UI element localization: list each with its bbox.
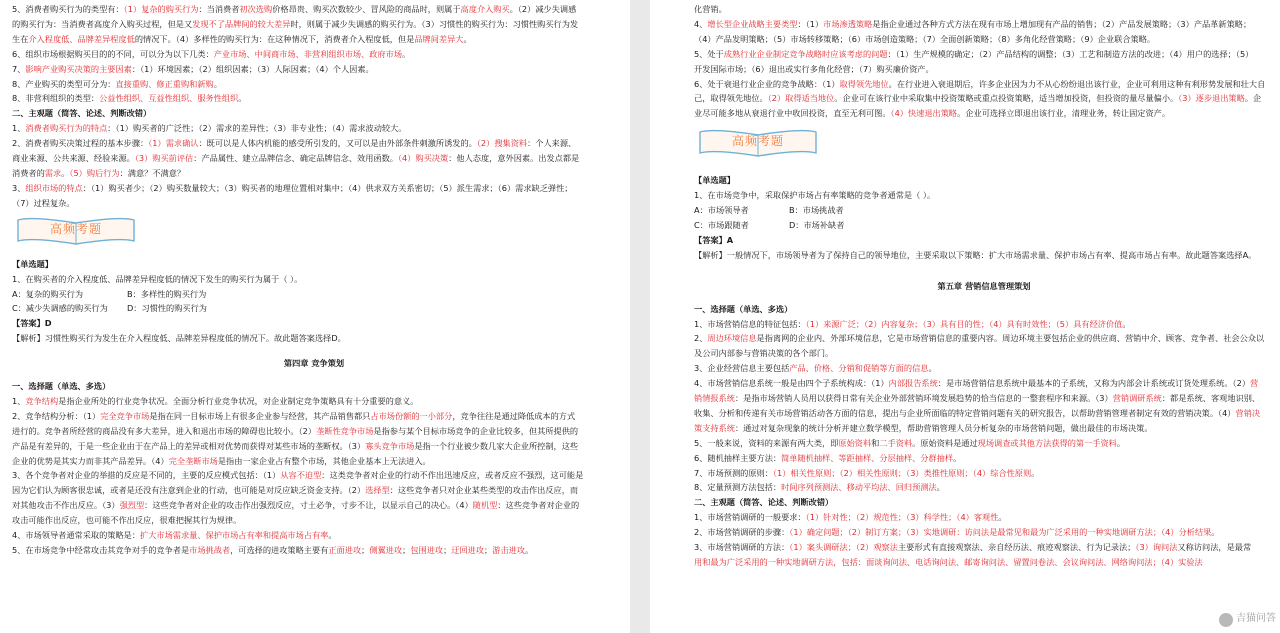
highlighted-term: 垄断性竞争市场 xyxy=(316,425,374,436)
text-run: （4）产品发明策略；（5）市场转移策略；（6）市场创造策略；（7）全面创新策略；（8）多角化经营策略；（9）企业联合策略。 xyxy=(694,33,1156,44)
paragraph-line xyxy=(694,436,1274,451)
text-run: 是指企业所处的行业竞争状况。全面分析行业竞争状况，对企业制定竞争策略具有十分重要的意义。 xyxy=(58,395,419,406)
highlighted-term: 产品、价格、分销和促销等方面的信息 xyxy=(789,363,929,374)
text-run: （7）过程复杂。 xyxy=(12,197,75,208)
text-run: 企业的优势是其实力而非其产品差异。（4） xyxy=(12,455,169,466)
paragraph-line xyxy=(12,77,616,92)
highlighted-term: 公益性组织、互益性组织、服务性组织 xyxy=(99,93,239,104)
banner-label: 高频考题 xyxy=(49,221,102,236)
highlighted-term: 成熟行业企业制定竞争战略时应该考虑的问题 xyxy=(723,48,888,59)
text-run: 。 xyxy=(1031,467,1040,478)
paragraph-line xyxy=(694,62,1274,77)
watermark-text: 吉猫问答 xyxy=(1236,613,1276,625)
highlighted-term: 随机型 xyxy=(472,500,498,511)
text-run: 6、处于衰退行业企业的竞争战略：（1） xyxy=(694,78,840,89)
text-run: 4、市场领导者通常采取的策略是： xyxy=(12,530,141,541)
text-run: 。 xyxy=(402,48,411,59)
text-run: ：（1）购买者的广泛性；（2）需求的差异性；（3）非专业性；（4）需求波动较大。 xyxy=(107,123,407,134)
paragraph-line xyxy=(12,121,616,136)
text-run: 。 xyxy=(525,545,534,555)
analysis-text: 【解析】一般情况下，市场领导者为了保持自己的领导地位，主要采取以下策略：扩大市场需求量、保护市场占有率、提高市场占有率。故此题答案选择A。 xyxy=(694,249,1257,260)
paragraph-line xyxy=(12,543,616,558)
content-block-group xyxy=(694,2,1274,121)
paragraph-line xyxy=(12,196,616,211)
option-b: B：市场挑战者 xyxy=(789,205,844,216)
highlighted-term: 市场挑战者 xyxy=(189,545,231,555)
text-run: 攻击可能作出反应，也可能不作出反应，很难把握其行为规律。 xyxy=(12,515,242,526)
text-run: ：这些竞争者对企业的 xyxy=(497,500,580,511)
text-run: 己，取得领先地位。 xyxy=(694,93,768,104)
highlighted-term: 消费者购买行为的特点 xyxy=(25,123,108,134)
text-run: 1、 xyxy=(12,123,26,134)
text-run: 。 xyxy=(213,78,222,89)
text-run: 化营销。 xyxy=(694,4,727,14)
banner-label: 高频考题 xyxy=(731,134,784,149)
highlighted-term: （2）搜集资料 xyxy=(476,138,528,149)
text-run: 对其他攻击不作出反应。（3） xyxy=(12,500,120,511)
option-row xyxy=(694,218,1274,233)
high-frequency-banner xyxy=(694,129,822,159)
text-run: 8、产业购买的类型可分为： xyxy=(12,78,116,89)
text-run: 。 xyxy=(61,167,70,178)
paragraph-line xyxy=(12,439,616,454)
text-run: ：这些竞争者只对企业某些类型的攻击作出反应，而 xyxy=(389,485,579,496)
text-run: 5、在市场竞争中经常攻击其竞争对手的竞争者是 xyxy=(12,545,190,555)
text-run: 。 xyxy=(328,530,337,541)
highlighted-term: 占市场份额的一小部分 xyxy=(370,410,453,421)
text-run: 价格昂贵、购买次数较少、冒风险的商品时，则属于 xyxy=(272,4,461,14)
paragraph-line xyxy=(12,91,616,106)
text-run: ：个人来源、 xyxy=(527,138,577,149)
section-heading: 二、主观题（简答、论述、判断改错） xyxy=(12,108,152,119)
highlighted-term: 销情报系统 xyxy=(694,393,735,404)
text-run: ：当消费者 xyxy=(198,4,240,14)
paragraph-line xyxy=(694,17,1274,32)
content-block-group xyxy=(12,121,616,210)
high-frequency-banner xyxy=(12,217,140,247)
question-text: 1、在购买者的介入程度低、品牌差异程度低的情况下发生的购买行为属于（ ）。 xyxy=(12,273,303,284)
paragraph-line xyxy=(12,454,616,469)
highlighted-term: 周边环境信息 xyxy=(707,333,757,344)
highlighted-term: 从容不迫型 xyxy=(280,470,322,481)
text-run: 。原始资料是通过 xyxy=(912,437,978,448)
highlighted-term: 完全垄断市场 xyxy=(168,455,218,466)
text-run: ：是指市场营销人员用以获得日常有关企业外部营销环境发展趋势的恰当信息的一整套程序和来源。（3） xyxy=(734,393,1113,404)
option-c: C：市场跟随者 xyxy=(694,219,749,230)
text-run: 1、市场营销调研的一般要求： xyxy=(694,512,806,523)
text-run: 。 xyxy=(936,482,945,493)
content-block-group xyxy=(12,394,616,558)
text-run: 。 xyxy=(238,93,247,104)
text-run: 是指一个行业被少数几家大企业所控制，这些 xyxy=(414,440,579,451)
text-run: 是指由一家企业占有整个市场，其他企业基本上无法进入。 xyxy=(217,455,431,466)
paragraph-line xyxy=(12,394,616,409)
highlighted-term: 用和最为广泛采用的一种实地调研方法，包括：面谈询问法、电话询问法、邮寄询问法、留置问卷法、会议询问法、网络询问法；（4）实验法 xyxy=(694,557,1203,567)
text-run: 3、市场营销调研的方法： xyxy=(694,542,790,553)
text-run: 1、市场营销信息的特征包括： xyxy=(694,318,806,329)
highlighted-term: 介入程度低、品牌差异程度低 xyxy=(28,33,135,44)
paragraph-line xyxy=(694,421,1274,436)
highlighted-term: 迂回进攻 xyxy=(451,545,485,555)
highlighted-term: 侧翼进攻 xyxy=(369,545,403,555)
highlighted-term: 直接重购、修正重购和新购 xyxy=(115,78,214,89)
analysis-text: 【解析】习惯性购买行为发生在介入程度低、品牌差异程度低的情况下。故此题答案选择D。 xyxy=(12,333,346,344)
highlighted-term: 竞争结构 xyxy=(25,395,59,406)
paragraph-line xyxy=(694,77,1274,92)
option-row xyxy=(694,203,1274,218)
highlighted-term: 增长型企业战略主要类型 xyxy=(707,18,798,29)
paragraph-line xyxy=(694,47,1274,62)
highlighted-term: 完全竞争市场 xyxy=(100,410,150,421)
text-run: 。在行业进入衰退期后，许多企业因为力不从心纷纷退出该行业，企业可利用这种有利形势发展和壮大自 xyxy=(888,78,1266,89)
text-run: 和 xyxy=(871,437,880,448)
highlighted-term: （1）相关性原则；（2）相关性原则；（3）类推性原则；（4）综合性原则 xyxy=(772,467,1032,478)
text-run: ：（1）环境因素；（2）组织因素；（3）人际因素；（4）个人因素。 xyxy=(131,63,374,74)
highlighted-term: 市场渗透策略 xyxy=(823,18,873,29)
answer-text: 【答案】D xyxy=(12,318,52,329)
highlighted-term: 简单随机抽样、等距抽样、分层抽样、分群抽样 xyxy=(781,452,954,463)
text-run: 5、消费者购买行为的类型有： xyxy=(12,4,124,14)
highlighted-term: 品牌间差异大 xyxy=(414,33,464,44)
text-run: ； xyxy=(361,545,370,555)
text-run: 时，则属于减少失调感的购买行为。（3）习惯性的购买行为：习惯性购买行为发 xyxy=(290,18,579,29)
text-run: ：他人态度，意外因素。出发点都是 xyxy=(448,153,580,164)
text-run: 的购买行为：当消费者高度介入购买过程，但是又 xyxy=(12,18,193,29)
text-run: 的情况下。（4）多样性的购买行为：在这种情况下，消费者介入程度低，但是 xyxy=(134,33,415,44)
highlighted-term: 策支持系统 xyxy=(694,422,735,433)
text-run: 是指参与某个目标市场竞争的企业比较多，但其所提供的 xyxy=(373,425,579,436)
content-block-group xyxy=(694,317,1274,496)
question-type: 【单选题】 xyxy=(12,258,53,269)
text-run: 。 xyxy=(1211,527,1220,538)
highlighted-term: 营 xyxy=(1250,378,1259,389)
highlighted-term: （1）复杂的购买行为 xyxy=(123,4,199,14)
text-run: ：（1）购买者少；（2）购买数量较大；（3）购买者的地理位置相对集中；（4）供求双方关系密切；（5）派生需求；（6）需求缺乏弹性； xyxy=(82,182,573,193)
paragraph-line xyxy=(12,409,616,424)
text-run: ：（1）生产规模的确定；（2）产品结构的调整；（3）工艺和制造方法的改进；（4）用户的选择；（5） xyxy=(887,48,1254,59)
paragraph-line xyxy=(12,47,616,62)
chapter-title: 第四章 竞争策划 xyxy=(283,358,345,369)
highlighted-term: 扩大市场需求量、保护市场占有率和提高市场占有率 xyxy=(140,530,329,541)
paragraph-line xyxy=(694,540,1274,555)
highlighted-term: 取得领先地位 xyxy=(839,78,889,89)
text-run: 消费者的 xyxy=(12,167,45,178)
text-run: 。企业可选择立即退出该行业，清理业务，转让固定资产。 xyxy=(957,108,1171,119)
document-page-right xyxy=(650,0,1280,633)
text-run: 业尽可能多地从衰退行业中收回投资，直至无利可图。 xyxy=(694,108,891,119)
highlighted-term: （1）需求确认 xyxy=(148,138,199,149)
paragraph-line xyxy=(12,424,616,439)
text-run: ：既可以是人体内机能的感受所引发的，又可以是由外部条件刺激所诱发的。 xyxy=(198,138,477,149)
text-run: 。 xyxy=(1122,318,1131,329)
paragraph-line xyxy=(12,151,616,166)
section-heading: 二、主观题（简答、论述、判断改错） xyxy=(694,497,834,508)
paragraph-line xyxy=(694,510,1274,525)
highlighted-term: 初次选购 xyxy=(239,4,273,14)
paragraph-line xyxy=(694,2,1274,17)
text-run: 。企业可在该行业中采取集中投资策略或重点投资策略，适当增加投资，但投资的量尽量偏小。 xyxy=(834,93,1179,104)
highlighted-term: 选择型 xyxy=(365,485,390,496)
text-run: ：这些竞争者对企业的攻击作出强烈反应，寸土必争，寸步不让，以显示自己的决心。（4） xyxy=(144,500,473,511)
highlighted-term: （3）询问法 xyxy=(1135,542,1178,553)
text-run: 产品是有差异的，于是一些企业由于在产品上的差异或相对优势而获得对某些市场的垄断权。（3） xyxy=(12,440,366,451)
page-gutter xyxy=(630,0,650,633)
highlighted-term: 正面进攻 xyxy=(328,545,362,555)
highlighted-term: 内部报告系统 xyxy=(888,378,938,389)
text-run: 进行的。竞争者所经营的商品没有多大差异，进入和退出市场的障碍也比较小。（2） xyxy=(12,425,317,436)
content-block-group xyxy=(694,510,1274,570)
text-run: 5、处于 xyxy=(694,48,724,59)
highlighted-term: （5）购后行为 xyxy=(69,167,120,178)
text-run: 2、 xyxy=(694,333,708,344)
text-run: 。（2）减少失调感 xyxy=(509,4,577,14)
text-run: 因为它们认为顾客很忠诚，或者是还没有注意到企业的行动，也可能是对反应缺乏资金支持。（2） xyxy=(12,485,366,496)
highlighted-term: 包围进攻 xyxy=(410,545,444,555)
paragraph-line xyxy=(694,376,1274,391)
text-run: 生在 xyxy=(12,33,29,44)
text-run: 开发国际市场；（6）退出或实行多角化经营；（7）购买廉价资产。 xyxy=(694,63,934,74)
paragraph-line xyxy=(694,91,1274,106)
section-heading: 一、选择题（单选、多选） xyxy=(694,303,793,314)
text-run: 是指在同一目标市场上有很多企业参与经营，其产品销售都只 xyxy=(149,410,371,421)
text-run: 。 xyxy=(998,512,1007,523)
paragraph-line xyxy=(694,361,1274,376)
highlighted-term: （4）快速退出策略 xyxy=(890,108,958,119)
paragraph-line xyxy=(12,513,616,528)
paragraph-line xyxy=(694,451,1274,466)
highlighted-term: （1）针对性；（2）规范性；（3）科学性；（4）客观性 xyxy=(805,512,999,523)
option-a: A：复杂的购买行为 xyxy=(12,288,84,299)
text-run: 。 xyxy=(953,452,962,463)
paragraph-line xyxy=(694,32,1274,47)
highlighted-term: （2）取得适当地位 xyxy=(767,93,835,104)
text-run: ，可选择的进攻策略主要有 xyxy=(230,545,329,555)
option-row xyxy=(12,287,616,302)
text-run: ； xyxy=(484,545,493,555)
text-run: 4、 xyxy=(694,18,708,29)
option-d: D：市场补缺者 xyxy=(789,219,845,230)
text-run: 。企 xyxy=(1244,93,1262,104)
question-text: 1、在市场竞争中，采取保护市场占有率策略的竞争者通常是（ ）。 xyxy=(694,190,936,201)
highlighted-term: 发现不了品牌间的较大差异 xyxy=(192,18,291,29)
text-run: ； xyxy=(443,545,452,555)
text-run: 主要形式有直接观察法、亲自经历法、痕迹观察法、行为记录法； xyxy=(897,542,1136,553)
text-run: ，竞争往往是通过降低成本的方式 xyxy=(452,410,576,421)
text-run: ：是市场营销信息系统中最基本的子系统，又称为内部会计系统或订货处理系统。（2） xyxy=(937,378,1251,389)
text-run: 2、市场营销调研的步骤： xyxy=(694,527,790,538)
chapter-title: 第五章 营销信息管理策划 xyxy=(937,280,1031,291)
text-run: 。 xyxy=(1116,437,1126,448)
paragraph-line xyxy=(12,483,616,498)
paragraph-line xyxy=(694,317,1274,332)
answer-text: 【答案】A xyxy=(694,234,734,245)
text-run: ：产品属性、建立品牌信念、确定品牌信念、效用函数。 xyxy=(193,153,398,164)
highlighted-term: 营销调研系统 xyxy=(1112,393,1162,404)
paragraph-line xyxy=(12,32,616,47)
option-d: D：习惯性的购买行为 xyxy=(127,303,207,314)
highlighted-term: 高度介入购买 xyxy=(460,4,510,14)
text-run: 4、市场营销信息系统一般是由四个子系统构成：（1） xyxy=(694,378,889,389)
highlighted-term: 现场调查或其他方法获得的第一手资料 xyxy=(977,437,1117,448)
text-run: 7、 xyxy=(12,63,26,74)
paragraph-line xyxy=(12,498,616,513)
text-run: 6、组织市场根据购买目的的不同，可以分为以下几类： xyxy=(12,48,214,59)
text-run: 2、竞争结构分析：（1） xyxy=(12,410,101,421)
text-run: ； xyxy=(402,545,411,555)
text-run: 3、各个竞争者对企业的举措的反应是不同的，主要的反应模式包括：（1） xyxy=(12,470,281,481)
text-run: ：（1） xyxy=(797,18,824,29)
text-run: 3、 xyxy=(12,182,26,193)
text-run: 是指离网的企业内、外部环境信息，它是市场营销信息的重要内容。周边环境主要包括企业的供应商、营销中介、顾客、竞争者、社会公众以 xyxy=(756,333,1265,344)
watermark xyxy=(1219,612,1276,627)
text-run: 8、定量预测方法包括： xyxy=(694,482,782,493)
text-run: 2、消费者购买决策过程的基本步骤： xyxy=(12,138,149,149)
watermark-logo-icon xyxy=(1219,613,1233,627)
highlighted-term: （3）购买前评估 xyxy=(134,153,194,164)
highlighted-term: 强烈型 xyxy=(119,500,145,511)
paragraph-line xyxy=(694,466,1274,481)
text-run: 又称访问法，是最常 xyxy=(1177,542,1252,553)
question-type: 【单选题】 xyxy=(694,175,735,186)
highlighted-term: 组织市场的特点 xyxy=(25,182,83,193)
text-run: 7、市场预测的原则： xyxy=(694,467,773,478)
paragraph-line xyxy=(12,17,616,32)
paragraph-line xyxy=(12,181,616,196)
paragraph-line xyxy=(694,555,1274,570)
document-page-left xyxy=(0,0,630,633)
paragraph-line xyxy=(12,468,616,483)
paragraph-line xyxy=(694,525,1274,540)
option-a: A：市场领导者 xyxy=(694,205,749,216)
text-run: 5、一般来说，资料的来源有两大类，即 xyxy=(694,437,839,448)
highlighted-term: 产业市场、中间商市场、非营利组织市场、政府市场 xyxy=(213,48,403,59)
text-run: ：都是系统、客观地识别、 xyxy=(1161,393,1261,404)
section-heading: 一、选择题（单选、多选） xyxy=(12,381,111,392)
paragraph-line xyxy=(12,528,616,543)
text-run: ：这类竞争者对企业的行动不作出迅速反应，或者反应不强烈，这可能是 xyxy=(321,470,584,481)
highlighted-term: 需求 xyxy=(44,167,62,178)
option-c: C：减少失调感的购买行为 xyxy=(12,303,108,314)
highlighted-term: （1）案头调研法；（2）观察法 xyxy=(789,542,898,553)
paragraph-line xyxy=(694,346,1274,361)
paragraph-line xyxy=(12,2,616,17)
text-run: 3、企业经营信息主要包括 xyxy=(694,363,790,374)
highlighted-term: 二手资料 xyxy=(879,437,913,448)
highlighted-term: 时间序列预测法、移动平均法、回归预测法 xyxy=(781,482,937,493)
text-run: 8、非营利组织的类型： xyxy=(12,93,100,104)
highlighted-term: 影响产业购买决策的主要因素 xyxy=(25,63,132,74)
paragraph-line xyxy=(694,406,1274,421)
paragraph-line xyxy=(12,166,616,181)
highlighted-term: （4）购买决策 xyxy=(397,153,449,164)
highlighted-term: 寡头竞争市场 xyxy=(365,440,415,451)
text-run: 是指企业通过各种方式方法在现有市场上增加现有产品的销售；（2）产品发展策略；（3）产品革新策略； xyxy=(872,18,1252,29)
text-run: 。 xyxy=(463,33,472,44)
option-row xyxy=(12,301,616,316)
text-run: ：满意？不满意？ xyxy=(119,167,186,178)
highlighted-term: 营销决 xyxy=(1235,407,1261,418)
text-run: ：通过对复杂现象的统计分析并建立数学模型，帮助营销管理人员分析复杂的市场营销问题，做出最佳的市场决策。 xyxy=(734,422,1153,433)
paragraph-line xyxy=(694,391,1274,406)
paragraph-line xyxy=(694,480,1274,495)
paragraph-line xyxy=(12,136,616,151)
paragraph-line xyxy=(12,62,616,77)
option-b: B：多样性的购买行为 xyxy=(127,288,207,299)
highlighted-term: 原始资料 xyxy=(838,437,872,448)
text-run: 6、随机抽样主要方法： xyxy=(694,452,782,463)
text-run: 及公司内部参与营销决策的各个部门。 xyxy=(694,348,834,359)
highlighted-term: （3）逐步退出策略 xyxy=(1178,93,1245,104)
text-run: 商业来源、公共来源、经验来源。 xyxy=(12,153,135,164)
highlighted-term: （1）来源广泛；（2）内容复杂；（3）具有目的性；（4）具有时效性；（5）具有经济价值 xyxy=(805,318,1123,329)
text-run: 收集、分析和传递有关市场营销活动各方面的信息，提出与企业所面临的特定营销问题有关的研究报告，以帮助营销管理者制定有效的营销决策。（4） xyxy=(694,407,1236,418)
content-block-group xyxy=(12,2,616,106)
highlighted-term: （1）确定问题；（2）制订方案；（3）实地调研：访问法是最常见和最为广泛采用的一种实地调研方法；（4）分析结果 xyxy=(789,527,1212,538)
text-run: 1、 xyxy=(12,395,26,406)
highlighted-term: 游击进攻 xyxy=(492,545,526,555)
text-run: 。 xyxy=(928,363,937,374)
paragraph-line xyxy=(694,106,1274,121)
paragraph-line xyxy=(694,331,1274,346)
